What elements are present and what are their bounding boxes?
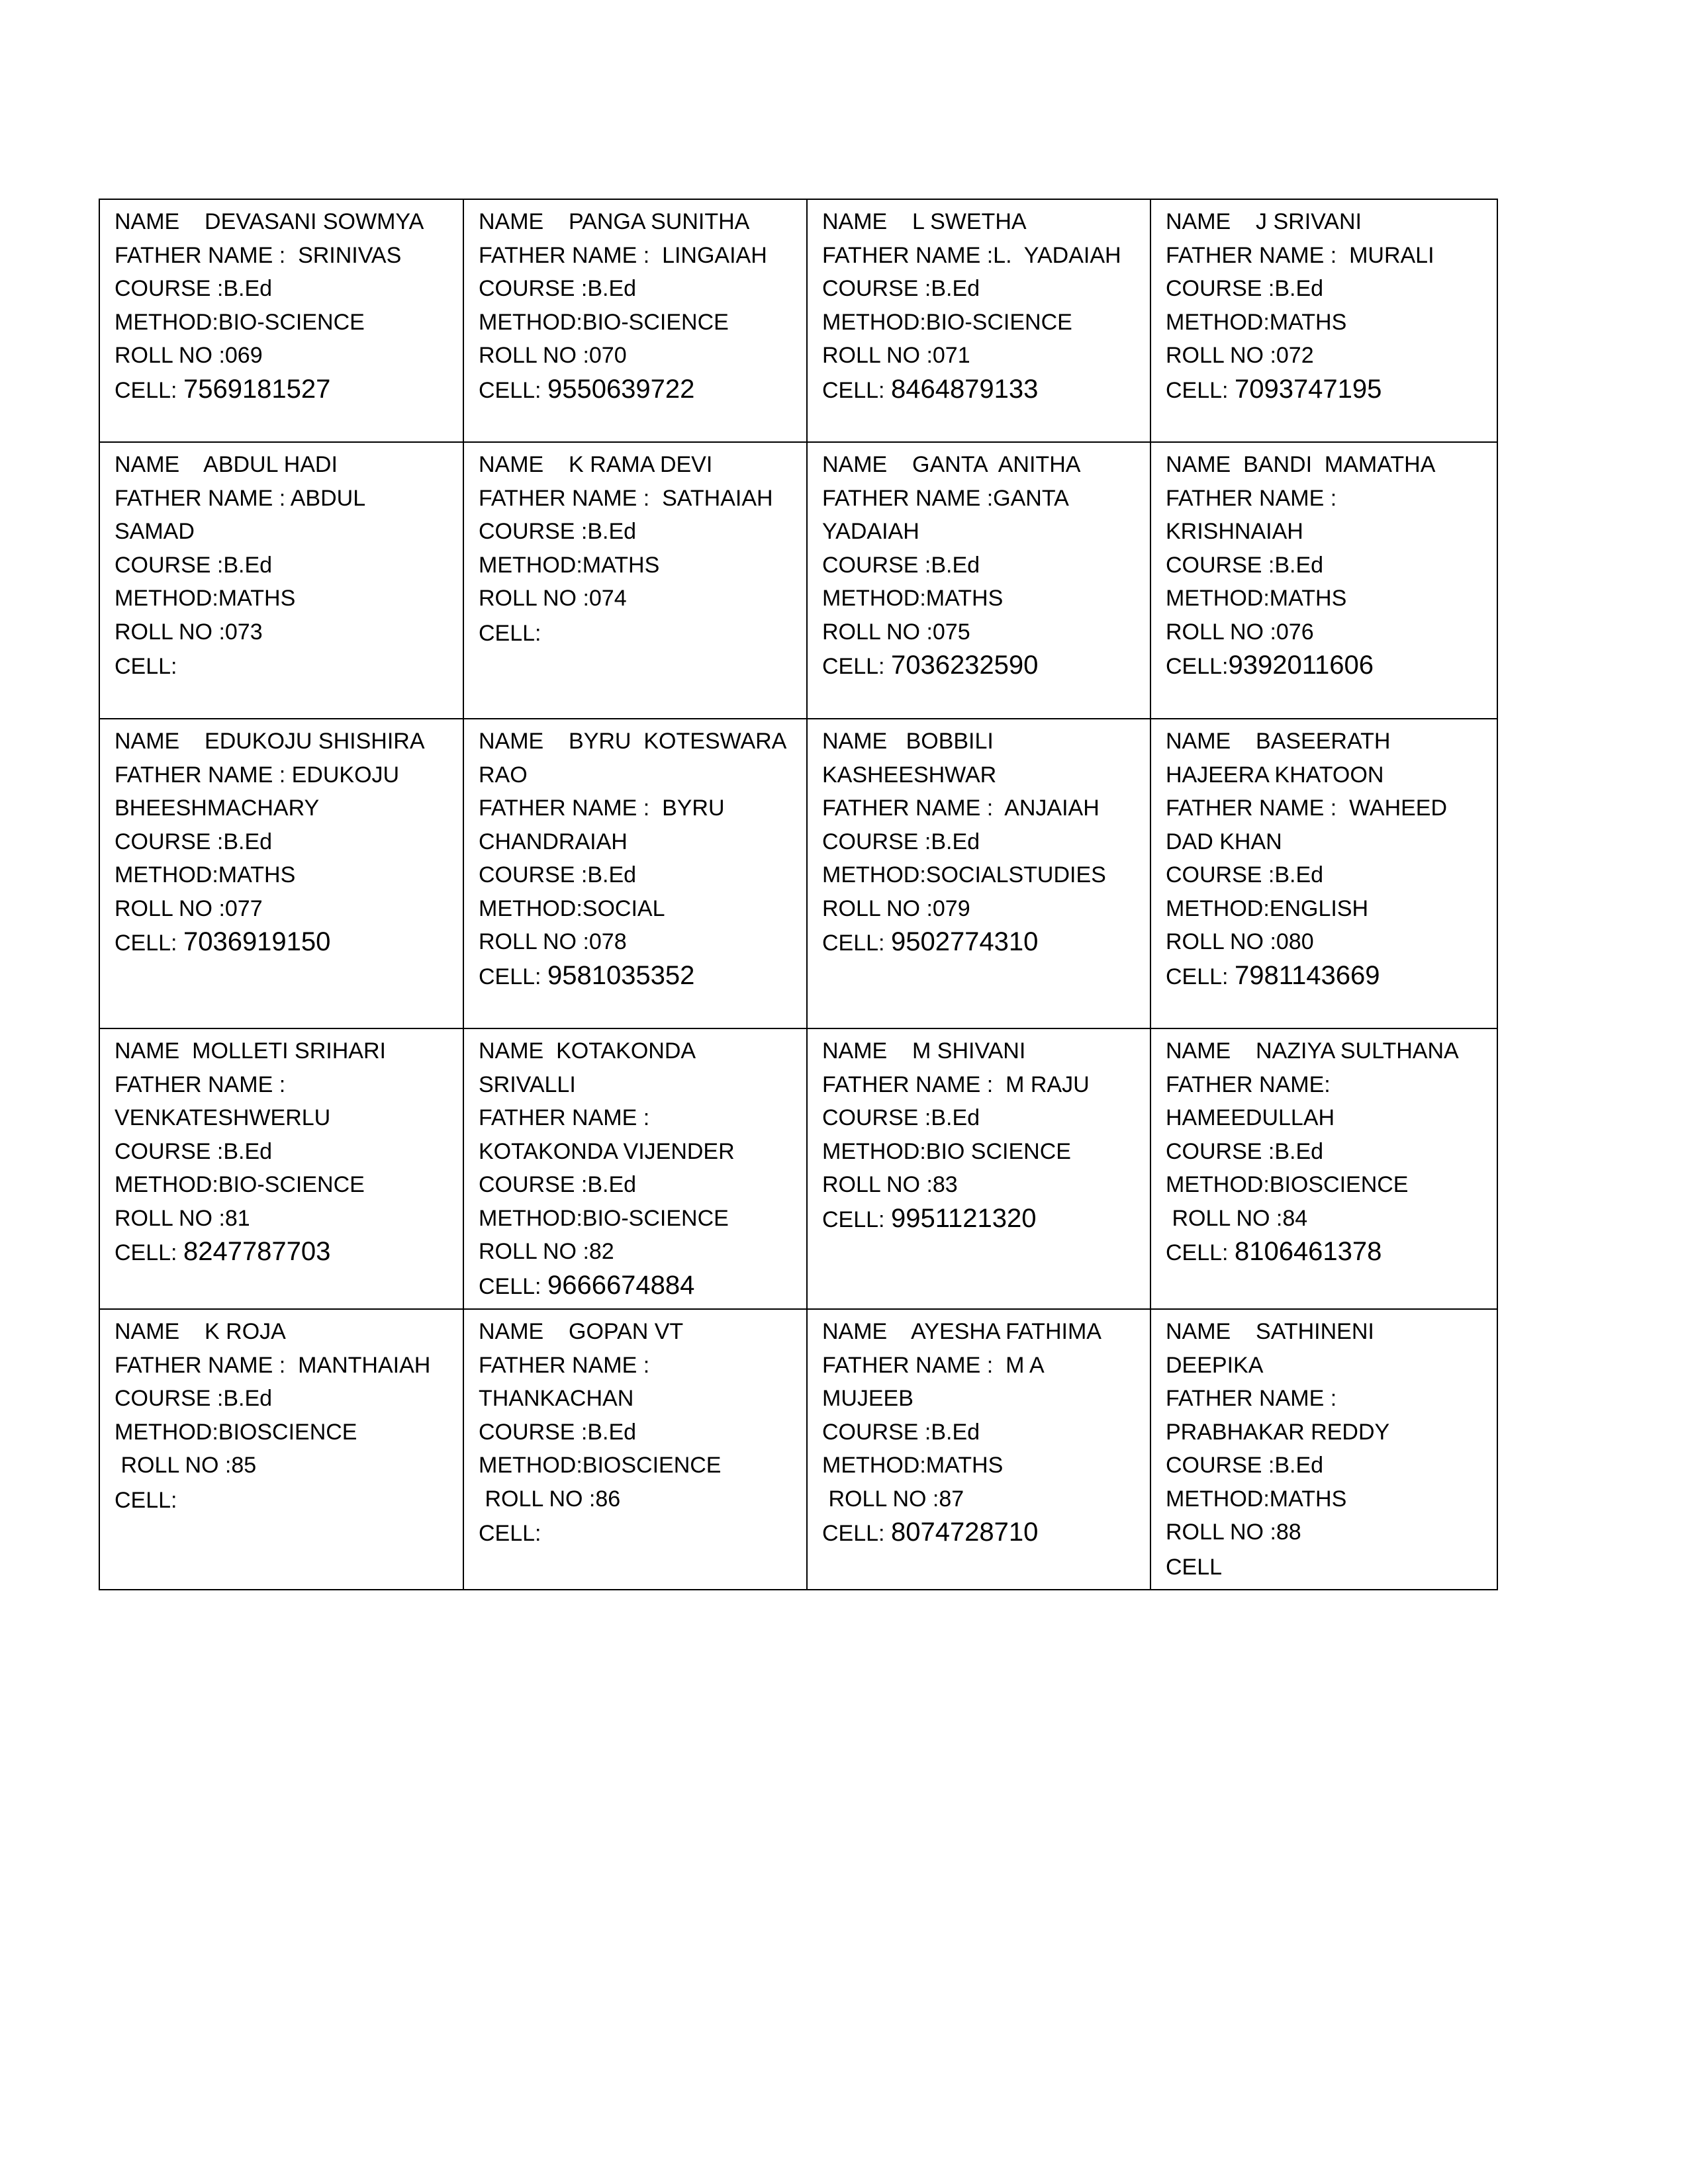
cell-phone-number: 8106461378 (1234, 1237, 1382, 1266)
cell-label: CELL: (479, 1521, 541, 1546)
student-detail-line: NAME KOTAKONDA (479, 1038, 696, 1064)
student-card (463, 199, 807, 442)
student-detail-line: NAME NAZIYA SULTHANA (1166, 1038, 1459, 1064)
student-detail-line: METHOD:BIO-SCIENCE (479, 309, 729, 335)
cell-label: CELL: (115, 931, 183, 956)
cell-label: CELL: (1166, 377, 1235, 403)
student-detail-line: SAMAD (115, 519, 195, 544)
student-card (463, 442, 807, 719)
student-detail-line: METHOD:ENGLISH (1166, 895, 1369, 921)
cell-phone-line (479, 1516, 801, 1551)
student-detail-line: DEEPIKA (1166, 1352, 1264, 1378)
student-detail-line: HAJEERA KHATOON (1166, 762, 1384, 788)
student-detail-line: FATHER NAME : (1166, 485, 1337, 511)
cell-label: CELL (1166, 1554, 1223, 1580)
table-row (99, 719, 1497, 1028)
student-detail-line: FATHER NAME : (115, 1071, 286, 1097)
cell-label: CELL: (115, 1487, 177, 1513)
student-detail-line: ROLL NO :070 (479, 343, 627, 368)
student-detail-line: COURSE :B.Ed (822, 552, 980, 578)
cell-label: CELL: (1166, 964, 1235, 989)
student-card (1150, 719, 1497, 1028)
cell-label: CELL: (1166, 654, 1229, 679)
student-detail-line: ROLL NO :078 (479, 929, 627, 954)
cell-label: CELL: (822, 1206, 891, 1232)
cell-label: CELL: (822, 654, 891, 679)
cell-phone-number: 7036232590 (890, 651, 1039, 680)
cell-phone-line (822, 1202, 1145, 1237)
student-detail-line: COURSE :B.Ed (1166, 1453, 1324, 1478)
student-detail-line: COURSE :B.Ed (1166, 862, 1324, 887)
student-detail-line: NAME K RAMA DEVI (479, 452, 713, 477)
cell-phone-number: 9392011606 (1228, 651, 1374, 680)
student-detail-line: FATHER NAME : ANJAIAH (822, 796, 1100, 821)
cell-phone-line (822, 1516, 1145, 1551)
cell-label: CELL: (822, 1521, 891, 1546)
student-detail-line: COURSE :B.Ed (115, 829, 273, 854)
cell-phone-number: 8074728710 (890, 1518, 1039, 1547)
student-card (807, 1309, 1150, 1590)
student-detail-line: NAME BYRU KOTESWARA (479, 729, 787, 754)
student-detail-line: ROLL NO :073 (115, 619, 263, 645)
student-detail-line: ROLL NO :83 (822, 1172, 958, 1197)
student-detail-line: COURSE :B.Ed (822, 1419, 980, 1445)
student-detail-line: METHOD:BIOSCIENCE (479, 1453, 722, 1478)
cell-phone-line (1166, 1549, 1491, 1584)
cell-phone-line (115, 925, 457, 960)
student-detail-line: COURSE :B.Ed (479, 519, 637, 544)
cell-phone-line (115, 1482, 457, 1518)
student-detail-line: FATHER NAME : M RAJU (822, 1071, 1090, 1097)
student-detail-line: FATHER NAME : (479, 1352, 650, 1378)
student-detail-line: PRABHAKAR REDDY (1166, 1419, 1390, 1445)
student-detail-line: BHEESHMACHARY (115, 796, 320, 821)
student-detail-line: METHOD:MATHS (1166, 586, 1347, 611)
student-detail-line: FATHER NAME :L. YADAIAH (822, 242, 1121, 268)
student-detail-line: FATHER NAME : LINGAIAH (479, 242, 767, 268)
student-detail-line: COURSE :B.Ed (115, 276, 273, 301)
cell-label: CELL: (479, 377, 547, 403)
student-detail-line: NAME M SHIVANI (822, 1038, 1026, 1064)
student-detail-line: KRISHNAIAH (1166, 519, 1303, 544)
cell-phone-number: 9581035352 (547, 960, 695, 990)
student-detail-line: FATHER NAME :GANTA (822, 485, 1069, 511)
student-table-body (99, 199, 1497, 1590)
student-detail-line: FATHER NAME : BYRU (479, 796, 725, 821)
student-detail-line: FATHER NAME : MANTHAIAH (115, 1352, 431, 1378)
student-detail-line: ROLL NO :88 (1166, 1520, 1301, 1545)
cell-phone-line (1166, 649, 1491, 684)
table-row (99, 199, 1497, 442)
student-detail-line: METHOD:MATHS (822, 1453, 1004, 1478)
student-detail-line: NAME J SRIVANI (1166, 209, 1362, 234)
student-detail-line: FATHER NAME: (1166, 1071, 1331, 1097)
student-detail-line: ROLL NO :82 (479, 1239, 614, 1264)
student-detail-line: SRIVALLI (479, 1071, 576, 1097)
student-detail-line: COURSE :B.Ed (115, 1386, 273, 1411)
student-detail-line: NAME K ROJA (115, 1319, 286, 1344)
student-detail-line: ROLL NO :069 (115, 343, 263, 368)
student-detail-line: ROLL NO :076 (1166, 619, 1314, 645)
student-detail-line: COURSE :B.Ed (822, 276, 980, 301)
student-detail-line: METHOD:MATHS (822, 586, 1004, 611)
cell-label: CELL: (479, 620, 541, 646)
cell-phone-line (479, 1269, 801, 1304)
cell-phone-number: 9502774310 (890, 927, 1039, 956)
student-card (99, 199, 463, 442)
cell-phone-number: 8464879133 (890, 374, 1039, 404)
student-card (807, 199, 1150, 442)
student-detail-line: COURSE :B.Ed (479, 1172, 637, 1197)
student-detail-line: FATHER NAME : SRINIVAS (115, 242, 402, 268)
student-detail-line: METHOD:BIOSCIENCE (1166, 1172, 1409, 1197)
student-detail-line: COURSE :B.Ed (479, 1419, 637, 1445)
cell-phone-line (822, 649, 1145, 684)
student-detail-line: FATHER NAME : ABDUL (115, 485, 366, 511)
table-row (99, 442, 1497, 719)
student-card (463, 1028, 807, 1309)
student-detail-line: KASHEESHWAR (822, 762, 997, 788)
cell-label: CELL: (479, 964, 547, 989)
cell-phone-number: 7569181527 (183, 374, 331, 404)
student-card (99, 1309, 463, 1590)
cell-phone-line (1166, 1235, 1491, 1270)
student-detail-line: METHOD:MATHS (115, 862, 296, 887)
cell-label: CELL: (115, 654, 177, 679)
student-card (99, 442, 463, 719)
student-detail-line: CHANDRAIAH (479, 829, 628, 854)
student-detail-line: COURSE :B.Ed (822, 829, 980, 854)
cell-phone-line (479, 373, 801, 408)
cell-phone-number: 8247787703 (183, 1237, 331, 1266)
student-detail-line: ROLL NO :86 (479, 1486, 621, 1512)
student-card (1150, 1309, 1497, 1590)
student-detail-line: COURSE :B.Ed (479, 862, 637, 887)
student-detail-line: METHOD:BIO-SCIENCE (115, 1172, 365, 1197)
student-detail-line: COURSE :B.Ed (479, 276, 637, 301)
student-detail-line: ROLL NO :079 (822, 895, 970, 921)
cell-phone-line (115, 649, 457, 684)
student-detail-line: METHOD:MATHS (1166, 1486, 1347, 1512)
student-detail-line: ROLL NO :080 (1166, 929, 1314, 954)
student-detail-line: THANKACHAN (479, 1386, 634, 1411)
student-detail-line: FATHER NAME : M A (822, 1352, 1045, 1378)
student-detail-line: RAO (479, 762, 528, 788)
cell-phone-line (1166, 959, 1491, 994)
student-table (99, 199, 1498, 1590)
student-detail-line: COURSE :B.Ed (822, 1105, 980, 1130)
cell-phone-line (822, 373, 1145, 408)
table-row (99, 1028, 1497, 1309)
student-detail-line: NAME GOPAN VT (479, 1319, 684, 1344)
student-detail-line: NAME DEVASANI SOWMYA (115, 209, 424, 234)
cell-label: CELL: (822, 377, 891, 403)
student-card (99, 1028, 463, 1309)
student-detail-line: COURSE :B.Ed (1166, 552, 1324, 578)
cell-label: CELL: (115, 1240, 183, 1265)
student-detail-line: ROLL NO :075 (822, 619, 970, 645)
student-detail-line: METHOD:MATHS (115, 586, 296, 611)
student-detail-line: NAME MOLLETI SRIHARI (115, 1038, 386, 1064)
student-detail-line: HAMEEDULLAH (1166, 1105, 1335, 1130)
student-detail-line: ROLL NO :87 (822, 1486, 964, 1512)
cell-phone-line (1166, 373, 1491, 408)
student-detail-line: NAME ABDUL HADI (115, 452, 338, 477)
cell-phone-line (479, 959, 801, 994)
cell-label: CELL: (479, 1273, 547, 1299)
student-detail-line: DAD KHAN (1166, 829, 1282, 854)
student-detail-line: FATHER NAME : (1166, 1386, 1337, 1411)
student-detail-line: ROLL NO :84 (1166, 1205, 1308, 1231)
student-detail-line: COURSE :B.Ed (1166, 1138, 1324, 1164)
student-detail-line: YADAIAH (822, 519, 919, 544)
cell-phone-line (479, 615, 801, 651)
cell-phone-line (822, 925, 1145, 960)
student-detail-line: KOTAKONDA VIJENDER (479, 1138, 735, 1164)
student-detail-line: FATHER NAME : EDUKOJU (115, 762, 400, 788)
student-detail-line: COURSE :B.Ed (1166, 276, 1324, 301)
student-detail-line: ROLL NO :85 (115, 1453, 257, 1478)
cell-label: CELL: (115, 377, 183, 403)
student-detail-line: ROLL NO :074 (479, 586, 627, 611)
cell-phone-number: 9951121320 (890, 1203, 1037, 1233)
student-detail-line: ROLL NO :072 (1166, 343, 1314, 368)
student-detail-line: METHOD:SOCIAL (479, 895, 665, 921)
student-detail-line: METHOD:BIO-SCIENCE (822, 309, 1072, 335)
student-detail-line: ROLL NO :071 (822, 343, 970, 368)
student-detail-line: METHOD:BIO-SCIENCE (479, 1205, 729, 1231)
cell-phone-number: 7981143669 (1234, 960, 1380, 990)
student-card (807, 1028, 1150, 1309)
cell-label: CELL: (822, 931, 891, 956)
student-detail-line: NAME L SWETHA (822, 209, 1027, 234)
student-detail-line: VENKATESHWERLU (115, 1105, 331, 1130)
student-card (1150, 1028, 1497, 1309)
student-detail-line: COURSE :B.Ed (115, 1138, 273, 1164)
student-detail-line: NAME BASEERATH (1166, 729, 1391, 754)
student-detail-line: METHOD:BIO SCIENCE (822, 1138, 1071, 1164)
student-detail-line: FATHER NAME : MURALI (1166, 242, 1434, 268)
student-detail-line: ROLL NO :81 (115, 1205, 250, 1231)
cell-phone-number: 9666674884 (547, 1270, 695, 1300)
student-detail-line: COURSE :B.Ed (115, 552, 273, 578)
student-detail-line: NAME PANGA SUNITHA (479, 209, 750, 234)
student-detail-line: METHOD:MATHS (479, 552, 660, 578)
student-detail-line: FATHER NAME : WAHEED (1166, 796, 1448, 821)
cell-phone-line (115, 373, 457, 408)
student-detail-line: ROLL NO :077 (115, 895, 263, 921)
student-detail-line: FATHER NAME : SATHAIAH (479, 485, 773, 511)
cell-phone-number: 7093747195 (1234, 374, 1382, 404)
student-card (463, 719, 807, 1028)
student-detail-line: MUJEEB (822, 1386, 914, 1411)
student-detail-line: NAME SATHINENI (1166, 1319, 1374, 1344)
student-detail-line: NAME AYESHA FATHIMA (822, 1319, 1102, 1344)
student-card (807, 442, 1150, 719)
table-row (99, 1309, 1497, 1590)
student-card (99, 719, 463, 1028)
cell-phone-number: 7036919150 (183, 927, 331, 956)
cell-phone-number: 9550639722 (547, 374, 695, 404)
student-detail-line: METHOD:BIO-SCIENCE (115, 309, 365, 335)
student-detail-line: METHOD:BIOSCIENCE (115, 1419, 357, 1445)
student-detail-line: METHOD:SOCIALSTUDIES (822, 862, 1106, 887)
cell-phone-line (115, 1235, 457, 1270)
student-card (463, 1309, 807, 1590)
student-card (1150, 199, 1497, 442)
student-card (1150, 442, 1497, 719)
student-detail-line: NAME EDUKOJU SHISHIRA (115, 729, 425, 754)
student-detail-line: NAME BANDI MAMATHA (1166, 452, 1436, 477)
student-detail-line: NAME BOBBILI (822, 729, 994, 754)
cell-label: CELL: (1166, 1240, 1235, 1265)
student-detail-line: METHOD:MATHS (1166, 309, 1347, 335)
student-detail-line: NAME GANTA ANITHA (822, 452, 1081, 477)
student-card (807, 719, 1150, 1028)
student-detail-line: FATHER NAME : (479, 1105, 650, 1130)
